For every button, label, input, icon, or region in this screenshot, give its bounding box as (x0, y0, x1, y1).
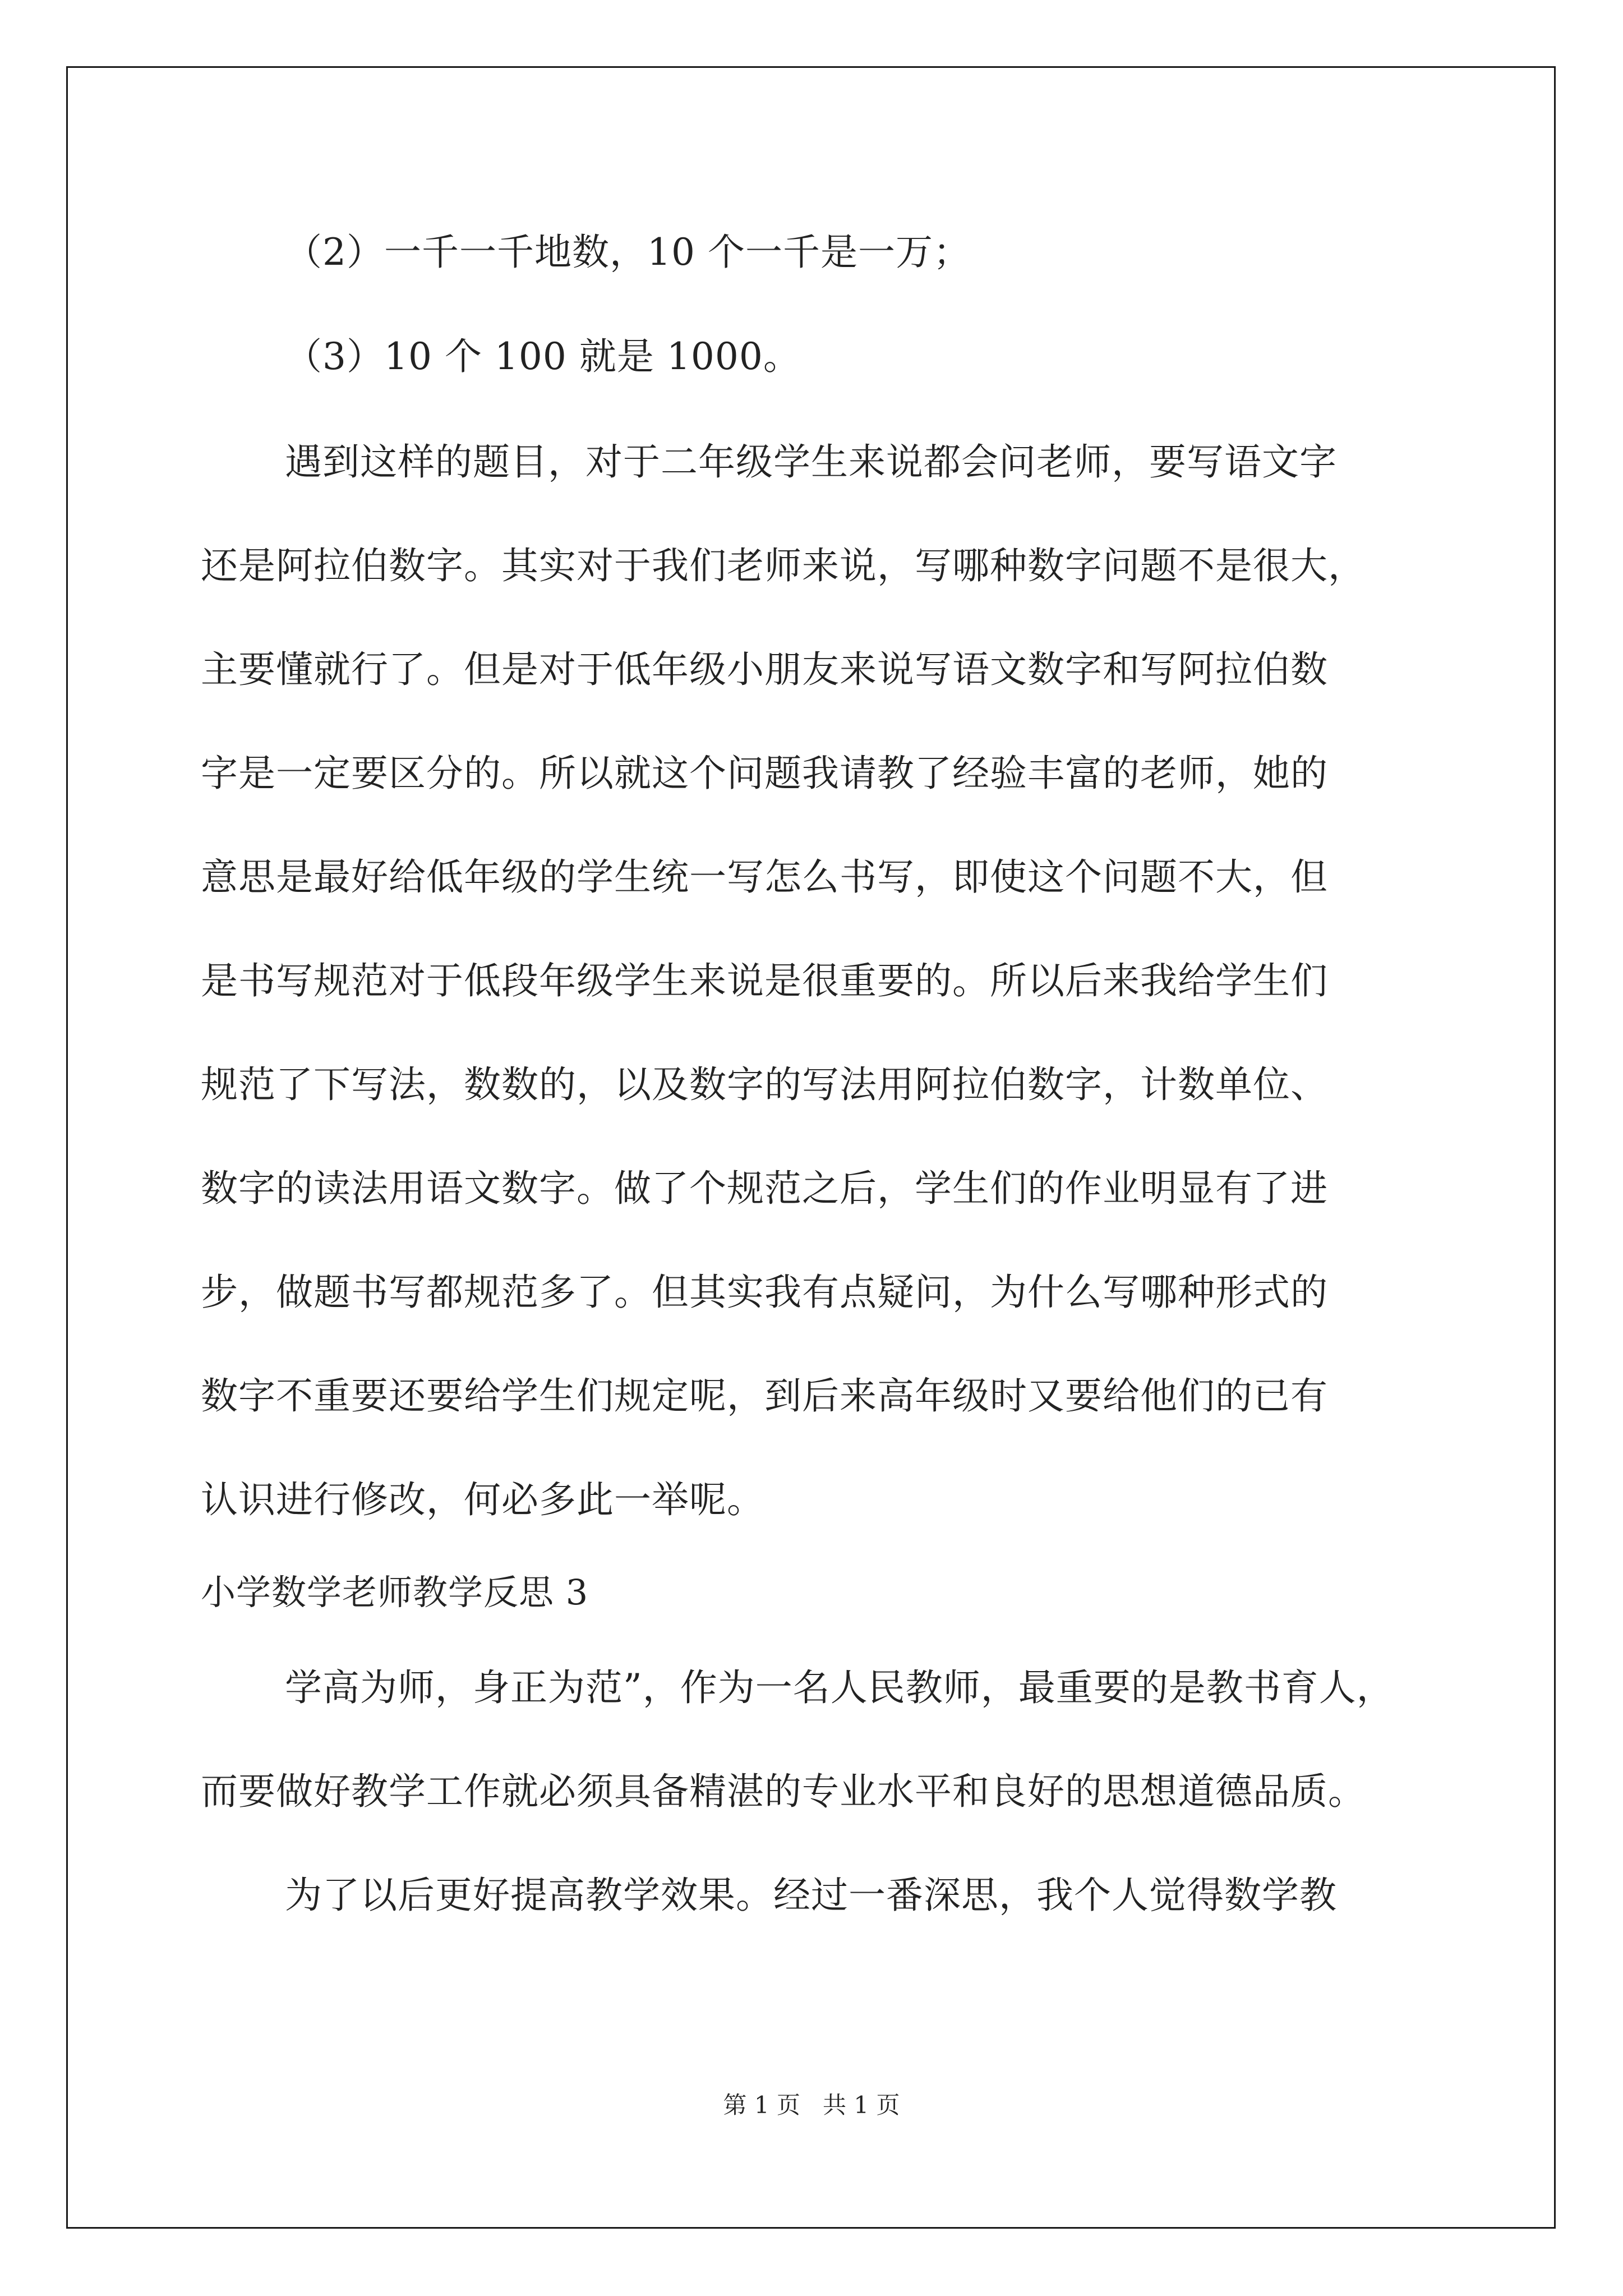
paragraph-line: 认识进行修改，何必多此一举呢。 (201, 1478, 764, 1521)
paragraph-line: 是书写规范对于低段年级学生来说是很重要的。所以后来我给学生们 (201, 959, 1328, 1002)
paragraph-line: 数字不重要还要给学生们规定呢，到后来高年级时又要给他们的已有 (201, 1374, 1328, 1418)
paragraph-line: 字是一定要区分的。所以就这个问题我请教了经验丰富的老师，她的 (201, 752, 1328, 795)
page-footer: 第 1 页 共 1 页 (723, 2091, 900, 2119)
list-item-2: （2）一千一千地数，10 个一千是一万； (285, 231, 971, 274)
paragraph-line: 规范了下写法，数数的，以及数字的写法用阿拉伯数字，计数单位、 (201, 1063, 1328, 1106)
paragraph-line: 步，做题书写都规范多了。但其实我有点疑问，为什么写哪种形式的 (201, 1271, 1328, 1314)
paragraph-line: 而要做好教学工作就必须具备精湛的专业水平和良好的思想道德品质。 (201, 1770, 1366, 1813)
paragraph-line: 为了以后更好提高教学效果。经过一番深思，我个人觉得数学教 (285, 1874, 1337, 1917)
section-heading: 小学数学老师教学反思 3 (201, 1572, 589, 1613)
paragraph-line: 还是阿拉伯数字。其实对于我们老师来说，写哪种数字问题不是很大， (201, 544, 1366, 587)
paragraph-line: 学高为师，身正为范”，作为一名人民教师，最重要的是教书育人， (285, 1666, 1394, 1709)
paragraph-line: 数字的读法用语文数字。做了个规范之后，学生们的作业明显有了进 (201, 1167, 1328, 1210)
paragraph-line: 遇到这样的题目，对于二年级学生来说都会问老师，要写语文字 (285, 440, 1337, 484)
list-item-3: （3）10 个 100 就是 1000。 (285, 335, 801, 378)
paragraph-line: 意思是最好给低年级的学生统一写怎么书写，即使这个问题不大，但 (201, 855, 1328, 899)
paragraph-line: 主要懂就行了。但是对于低年级小朋友来说写语文数字和写阿拉伯数 (201, 648, 1328, 691)
